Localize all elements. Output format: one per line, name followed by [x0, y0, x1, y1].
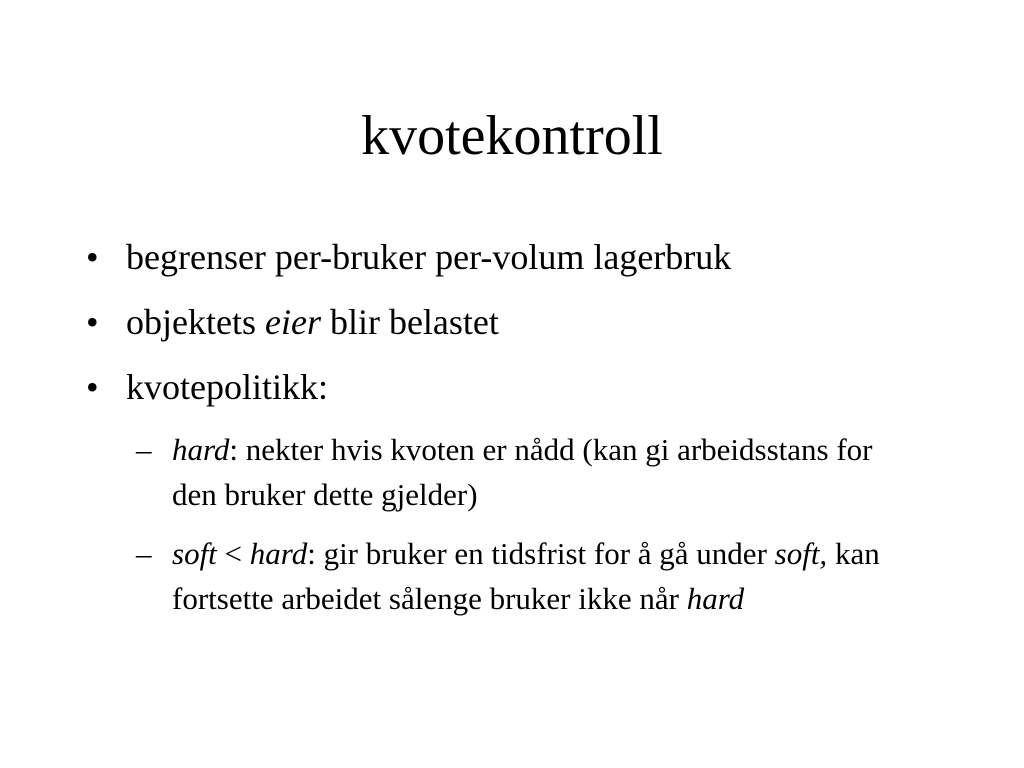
- sub-bullet-text: kan fortsette arbeidet sålenge bruker ikke når: [172, 536, 880, 616]
- bullet-item: [86, 232, 946, 282]
- sub-bullet-emphasis: hard: [686, 581, 745, 616]
- sub-bullet-text: : nekter hvis kvoten er nådd (kan gi arbeidsstans for den bruker dette gjelder): [172, 432, 873, 512]
- sub-bullet-operator: <: [216, 536, 250, 571]
- bullet-marker: •: [86, 367, 99, 407]
- sub-bullet-emphasis: hard: [172, 432, 230, 467]
- sub-bullet-marker: –: [136, 536, 152, 571]
- sub-bullet-item: [132, 531, 902, 621]
- bullet-text-emphasis: eier: [264, 302, 321, 342]
- bullet-item: [86, 297, 946, 347]
- sub-bullet-marker: –: [136, 432, 152, 467]
- bullet-marker: •: [86, 237, 99, 277]
- bullet-text: kvotepolitikk:: [126, 367, 328, 407]
- sub-bullet-emphasis: soft: [172, 536, 217, 571]
- bullet-marker: •: [86, 302, 99, 342]
- bullet-text-pre: objektets: [126, 302, 265, 342]
- sub-bullet-item: [132, 427, 902, 517]
- bullet-item: [86, 362, 946, 412]
- slide-title: kvotekontroll: [361, 105, 663, 167]
- bullet-text-post: blir belastet: [320, 302, 499, 342]
- sub-bullet-emphasis: hard: [249, 536, 308, 571]
- bullet-list: [86, 232, 946, 635]
- sub-bullet-emphasis: soft,: [774, 536, 828, 571]
- bullet-text: begrenser per-bruker per-volum lagerbruk: [126, 237, 732, 277]
- sub-bullet-text: : gir bruker en tidsfrist for å gå under: [307, 536, 775, 571]
